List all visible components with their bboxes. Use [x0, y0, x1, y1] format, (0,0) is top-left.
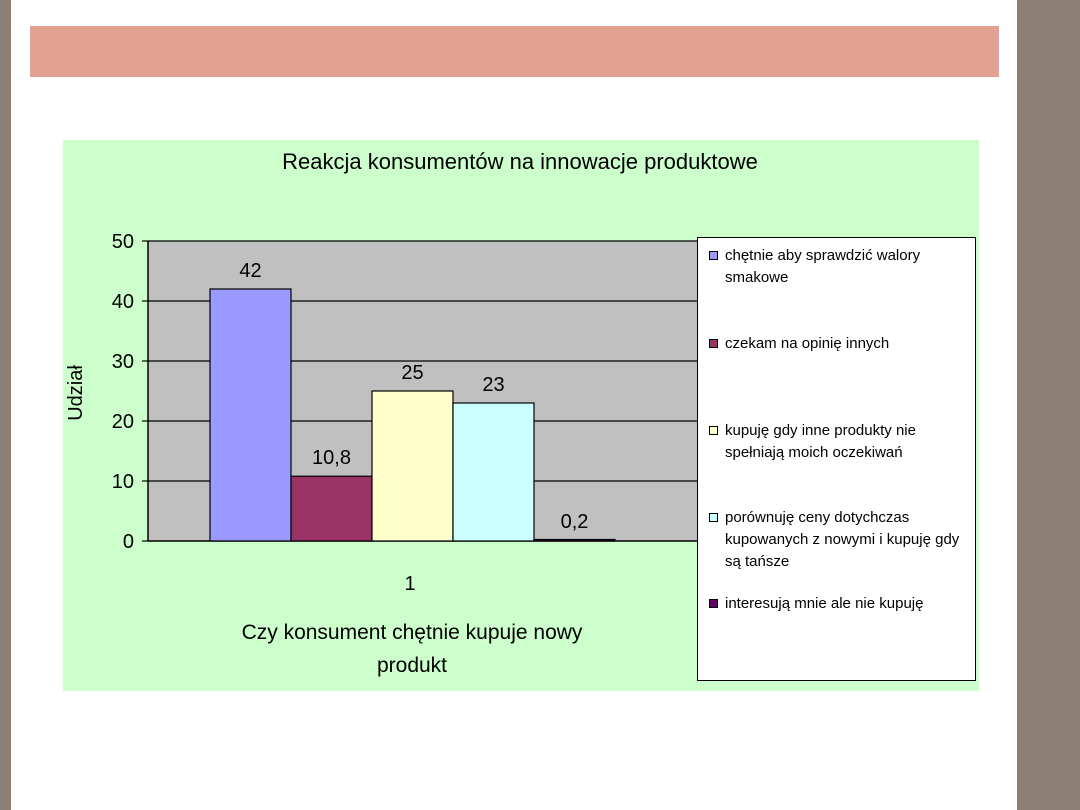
slide-frame-right [1017, 0, 1080, 810]
bar [210, 289, 291, 541]
bar-data-label: 25 [401, 362, 424, 384]
legend-label: kupuję gdy inne produkty nie spełniają moich oczekiwań [725, 422, 916, 461]
y-tick-label: 30 [111, 351, 134, 373]
slide-frame-left [0, 0, 11, 810]
y-tick-label: 40 [111, 291, 134, 313]
legend-swatch [709, 426, 718, 435]
slide-title-band [30, 26, 999, 77]
y-axis-title: Udział [65, 365, 87, 421]
x-axis-title-line-2: produkt [376, 654, 448, 677]
bar-data-label: 23 [482, 374, 505, 396]
legend-swatch [709, 513, 718, 522]
bar [534, 540, 615, 542]
legend-label: porównuję ceny dotychczas kupowanych z nowymi i kupuję gdy są tańsze [725, 509, 960, 570]
y-tick-label: 20 [111, 411, 134, 433]
bar [372, 391, 453, 541]
y-tick-label: 10 [111, 471, 134, 493]
y-tick-label: 0 [122, 531, 134, 553]
bar-data-label: 42 [239, 260, 262, 282]
bar-data-label: 10,8 [312, 447, 351, 470]
bar-data-label: 0,2 [560, 510, 589, 533]
y-tick-label: 50 [111, 231, 134, 253]
legend-label: chętnie aby sprawdzić walory smakowe [725, 247, 921, 286]
legend-label: czekam na opinię innych [725, 335, 890, 352]
bar [291, 476, 372, 541]
legend-swatch [709, 339, 718, 348]
legend-swatch [709, 599, 718, 608]
chart-legend [697, 237, 976, 681]
legend-swatch [709, 251, 718, 260]
chart-title: Reakcja konsumentów na innowacje produktowe [282, 149, 758, 174]
x-axis-title: Czy konsument chętnie kupuje nowy [241, 621, 583, 644]
x-tick-label: 1 [404, 573, 416, 595]
legend-label: interesują mnie ale nie kupuję [725, 595, 924, 612]
bar [453, 403, 534, 541]
